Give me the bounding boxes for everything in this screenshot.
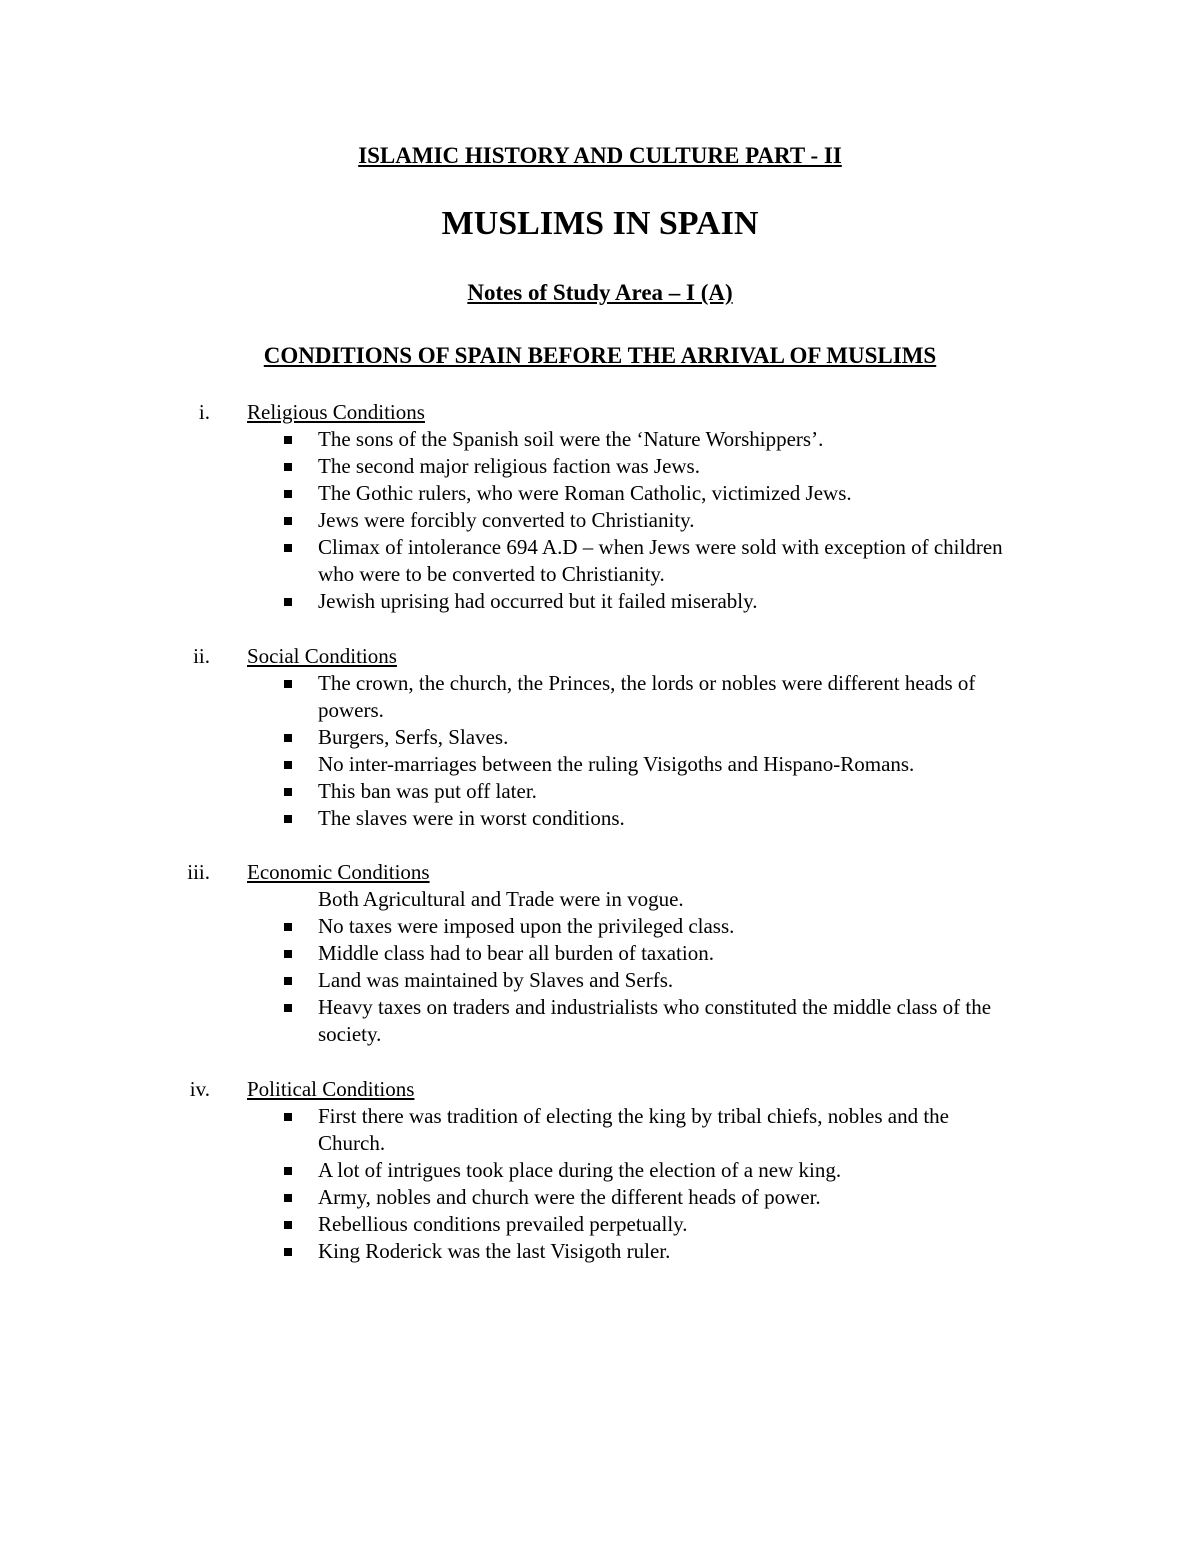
section-number: iii. xyxy=(187,860,210,884)
square-bullet-icon xyxy=(284,1004,292,1012)
list-item-text: Army, nobles and church were the different heads of power. xyxy=(318,1185,821,1209)
notes-subtitle: Notes of Study Area – I (A) xyxy=(467,280,733,305)
list-item xyxy=(318,1157,1018,1184)
square-bullet-icon xyxy=(284,923,292,931)
section-title: Religious Conditions xyxy=(247,400,425,424)
square-bullet-icon xyxy=(284,517,292,525)
list-item xyxy=(318,1211,1018,1238)
list-item-text: The second major religious faction was Jews. xyxy=(318,454,700,478)
list-item-text: The sons of the Spanish soil were the ‘Nature Worshippers’. xyxy=(318,427,824,451)
list-item-text: The crown, the church, the Princes, the lords or nobles were different heads of powers. xyxy=(318,671,976,722)
list-item-text: Rebellious conditions prevailed perpetually. xyxy=(318,1212,688,1236)
list-item xyxy=(318,1238,1018,1265)
list-item xyxy=(318,426,1018,453)
square-bullet-icon xyxy=(284,1167,292,1175)
list-item xyxy=(318,1103,1018,1157)
bullet-list xyxy=(0,1103,1200,1265)
conditions-heading: CONDITIONS OF SPAIN BEFORE THE ARRIVAL OF MUSLIMS xyxy=(263,343,937,368)
list-item xyxy=(318,940,1018,967)
square-bullet-icon xyxy=(284,1113,292,1121)
list-item-text: Land was maintained by Slaves and Serfs. xyxy=(318,968,674,992)
square-bullet-icon xyxy=(284,598,292,606)
square-bullet-icon xyxy=(284,680,292,688)
section-title: Social Conditions xyxy=(247,644,397,668)
list-item xyxy=(318,670,1018,724)
square-bullet-icon xyxy=(284,734,292,742)
list-item xyxy=(318,453,1018,480)
square-bullet-icon xyxy=(284,788,292,796)
list-item xyxy=(318,534,1018,588)
square-bullet-icon xyxy=(284,436,292,444)
list-item-text: The slaves were in worst conditions. xyxy=(318,806,625,830)
square-bullet-icon xyxy=(284,1248,292,1256)
list-item-text: Jews were forcibly converted to Christianity. xyxy=(318,508,695,532)
list-item xyxy=(318,805,1018,832)
list-item-text: Middle class had to bear all burden of taxation. xyxy=(318,941,714,965)
document-title: MUSLIMS IN SPAIN xyxy=(441,205,759,242)
square-bullet-icon xyxy=(284,1194,292,1202)
list-item xyxy=(318,480,1018,507)
list-item xyxy=(318,967,1018,994)
square-bullet-icon xyxy=(284,490,292,498)
list-item xyxy=(318,724,1018,751)
list-item xyxy=(318,1184,1018,1211)
list-item-text: Climax of intolerance 694 A.D – when Jews were sold with exception of children who were to be converted to Christianity. xyxy=(318,535,1003,586)
list-item-text: King Roderick was the last Visigoth ruler. xyxy=(318,1239,671,1263)
list-item-text: Jewish uprising had occurred but it failed miserably. xyxy=(318,589,758,613)
list-item-text: The Gothic rulers, who were Roman Catholic, victimized Jews. xyxy=(318,481,852,505)
square-bullet-icon xyxy=(284,1221,292,1229)
section-intro-text: Both Agricultural and Trade were in vogue. xyxy=(318,887,684,911)
list-item-text: No inter-marriages between the ruling Visigoths and Hispano-Romans. xyxy=(318,752,915,776)
square-bullet-icon xyxy=(284,950,292,958)
square-bullet-icon xyxy=(284,977,292,985)
list-item xyxy=(318,913,1018,940)
bullet-list xyxy=(0,886,1200,1048)
square-bullet-icon xyxy=(284,544,292,552)
list-item xyxy=(318,588,1018,615)
section-title: Economic Conditions xyxy=(247,860,430,884)
section-title: Political Conditions xyxy=(247,1077,415,1101)
list-item xyxy=(318,778,1018,805)
square-bullet-icon xyxy=(284,815,292,823)
list-item-text: A lot of intrigues took place during the election of a new king. xyxy=(318,1158,842,1182)
list-item xyxy=(318,751,1018,778)
list-item-text: No taxes were imposed upon the privileged class. xyxy=(318,914,735,938)
bullet-list xyxy=(0,670,1200,832)
square-bullet-icon xyxy=(284,463,292,471)
list-item-text: This ban was put off later. xyxy=(318,779,537,803)
list-item xyxy=(318,507,1018,534)
section-number: i. xyxy=(198,400,210,424)
list-item-text: First there was tradition of electing the king by tribal chiefs, nobles and the Church. xyxy=(318,1104,950,1155)
list-item-text: Burgers, Serfs, Slaves. xyxy=(318,725,509,749)
course-title: ISLAMIC HISTORY AND CULTURE PART - II xyxy=(358,143,842,168)
square-bullet-icon xyxy=(284,761,292,769)
list-item xyxy=(318,994,1018,1048)
section-number: iv. xyxy=(189,1077,210,1101)
section-number: ii. xyxy=(193,644,210,668)
bullet-list xyxy=(0,426,1200,615)
list-item-text: Heavy taxes on traders and industrialists who constituted the middle class of the society. xyxy=(318,995,992,1046)
